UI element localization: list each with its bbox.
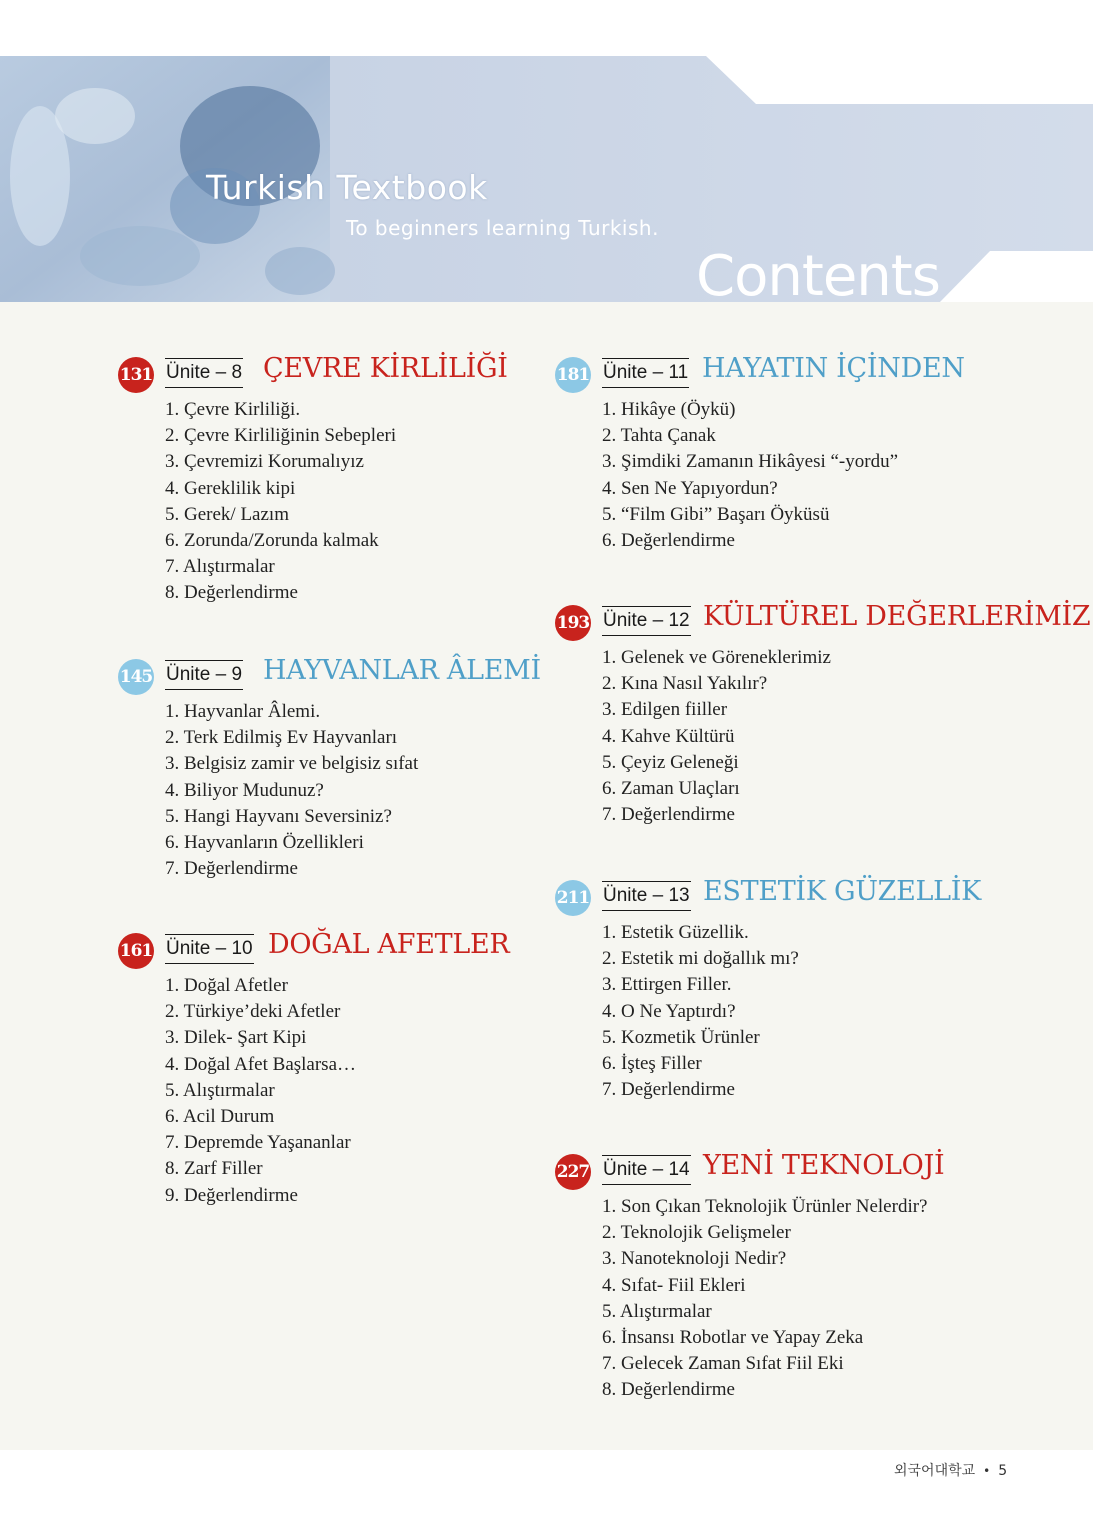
unit-title: ESTETİK GÜZELLİK — [703, 876, 982, 907]
lesson-list — [602, 1194, 927, 1404]
lesson-item: 2. Çevre Kirliliğinin Sebepleri — [165, 425, 397, 447]
lesson-item: 4. Doğal Afet Başlarsa… — [165, 1053, 357, 1075]
lesson-item: 1. Estetik Güzellik. — [602, 922, 749, 943]
lesson-item: 4. Sıfat- Fiil Ekleri — [602, 1274, 746, 1296]
lesson-item: 4. Kahve Kültürü — [602, 725, 735, 747]
lesson-item: 3. Edilgen fiiller — [602, 699, 728, 721]
lesson-item: 7. Değerlendirme — [165, 858, 298, 880]
lesson-item: 1. Hayvanlar Âlemi. — [165, 701, 321, 722]
lesson-item: 7. Depremde Yaşananlar — [165, 1132, 351, 1154]
lesson-item: 8. Değerlendirme — [165, 582, 298, 604]
lesson-item: 3. Belgisiz zamir ve belgisiz sıfat — [165, 753, 419, 775]
unit-title: HAYATIN İÇİNDEN — [702, 353, 965, 384]
school-name: 외국어대학교 — [894, 1463, 976, 1479]
lesson-item: 6. Değerlendirme — [602, 529, 735, 551]
unit-title: ÇEVRE KİRLİLİĞİ — [263, 353, 508, 384]
page-number-badge: 211 — [555, 880, 591, 916]
page-number: 5 — [998, 1463, 1008, 1479]
page-number-badge: 193 — [555, 605, 591, 641]
unit-title: DOĞAL AFETLER — [268, 929, 510, 960]
lesson-list — [165, 973, 356, 1209]
page-number-badge: 181 — [555, 357, 591, 393]
lesson-item: 8. Değerlendirme — [602, 1379, 735, 1401]
lesson-item: 1. Gelenek ve Göreneklerimiz — [602, 647, 831, 668]
lesson-item: 2. Türkiye’deki Afetler — [165, 1001, 341, 1023]
unit-label: Ünite – 12 — [602, 606, 691, 636]
lesson-item: 5. Gerek/ Lazım — [165, 503, 289, 525]
page-number-badge: 227 — [555, 1154, 591, 1190]
lesson-item: 4. Gereklilik kipi — [165, 477, 296, 499]
lesson-item: 5. Kozmetik Ürünler — [602, 1026, 760, 1048]
page-footer — [894, 1460, 1007, 1480]
lesson-item: 7. Değerlendirme — [602, 804, 735, 826]
lesson-item: 2. Kına Nasıl Yakılır? — [602, 673, 768, 695]
lesson-item: 6. Acil Durum — [165, 1105, 275, 1127]
lesson-item: 3. Nanoteknoloji Nedir? — [602, 1248, 787, 1270]
lesson-list — [602, 397, 898, 554]
lesson-item: 7. Gelecek Zaman Sıfat Fiil Eki — [602, 1353, 844, 1375]
lesson-item: 1. Son Çıkan Teknolojik Ürünler Nelerdir? — [602, 1196, 928, 1217]
header-banner — [0, 56, 1093, 302]
lesson-item: 5. Alıştırmalar — [602, 1300, 712, 1322]
lesson-item: 5. “Film Gibi” Başarı Öyküsü — [602, 503, 830, 525]
textbook-title: Turkish Textbook — [206, 168, 488, 207]
textbook-subtitle: To beginners learning Turkish. — [346, 216, 659, 240]
unit-title: YENİ TEKNOLOJİ — [703, 1150, 945, 1181]
unit-label: Ünite – 8 — [165, 358, 243, 388]
lesson-item: 9. Değerlendirme — [165, 1184, 298, 1206]
footer-separator: • — [983, 1464, 991, 1478]
unit-label: Ünite – 11 — [602, 358, 689, 388]
lesson-item: 4. O Ne Yaptırdı? — [602, 1000, 736, 1022]
lesson-item: 7. Değerlendirme — [602, 1079, 735, 1101]
lesson-item: 2. Teknolojik Gelişmeler — [602, 1222, 791, 1244]
lesson-item: 3. Ettirgen Filler. — [602, 974, 732, 996]
unit-label: Ünite – 13 — [602, 881, 691, 911]
lesson-item: 6. Zaman Ulaçları — [602, 777, 740, 799]
lesson-item: 5. Hangi Hayvanı Seversiniz? — [165, 805, 392, 827]
page-number-badge: 145 — [118, 659, 154, 695]
lesson-list — [602, 920, 799, 1103]
lesson-list — [602, 645, 831, 828]
lesson-item: 3. Dilek- Şart Kipi — [165, 1027, 307, 1049]
unit-label: Ünite – 9 — [165, 660, 243, 690]
page-number-badge: 161 — [118, 933, 154, 969]
lesson-item: 5. Alıştırmalar — [165, 1079, 275, 1101]
lesson-item: 2. Terk Edilmiş Ev Hayvanları — [165, 727, 398, 749]
lesson-item: 6. İşteş Filler — [602, 1052, 702, 1074]
lesson-list — [165, 397, 396, 607]
lesson-item: 3. Şimdiki Zamanın Hikâyesi “-yordu” — [602, 451, 899, 473]
contents-heading: Contents — [696, 244, 940, 302]
unit-label: Ünite – 10 — [165, 934, 254, 964]
lesson-item: 2. Estetik mi doğallık mı? — [602, 948, 799, 970]
lesson-item: 6. Hayvanların Özellikleri — [165, 831, 364, 853]
lesson-item: 5. Çeyiz Geleneği — [602, 751, 739, 773]
lesson-item: 4. Sen Ne Yapıyordun? — [602, 477, 778, 499]
lesson-item: 7. Alıştırmalar — [165, 556, 275, 578]
unit-label: Ünite – 14 — [602, 1155, 691, 1185]
lesson-item: 1. Çevre Kirliliği. — [165, 399, 301, 420]
lesson-item: 6. Zorunda/Zorunda kalmak — [165, 529, 379, 551]
lesson-item: 2. Tahta Çanak — [602, 425, 716, 447]
lesson-item: 4. Biliyor Mudunuz? — [165, 779, 324, 801]
unit-title: KÜLTÜREL DEĞERLERİMİZ — [703, 601, 1091, 632]
lesson-item: 3. Çevremizi Korumalıyız — [165, 451, 364, 473]
lesson-item: 1. Hikâye (Öykü) — [602, 399, 736, 420]
unit-title: HAYVANLAR ÂLEMİ — [263, 655, 541, 686]
lesson-item: 8. Zarf Filler — [165, 1158, 263, 1180]
lesson-item: 1. Doğal Afetler — [165, 975, 288, 996]
lesson-list — [165, 699, 418, 882]
lesson-item: 6. İnsansı Robotlar ve Yapay Zeka — [602, 1326, 864, 1348]
page-number-badge: 131 — [118, 357, 154, 393]
